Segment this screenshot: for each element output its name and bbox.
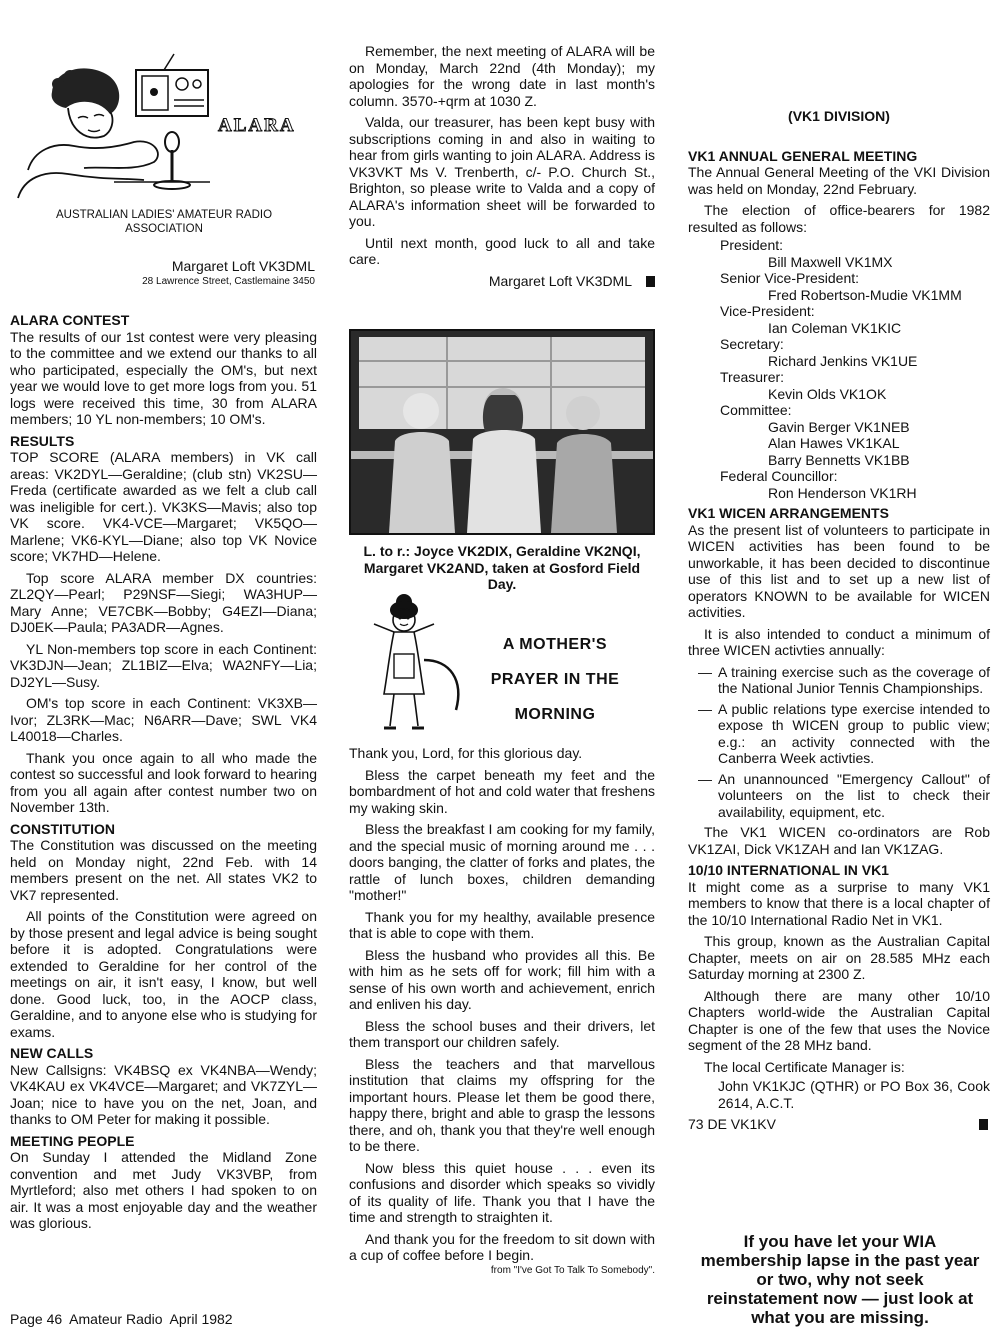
paragraph: Thank you for my healthy, available presence that is able to cope with them. <box>349 908 655 941</box>
officer-name: Fred Robertson-Mudie VK1MM <box>768 286 962 303</box>
paragraph: Now bless this quiet house . . . even its confusions and disorder which speaks so vividly of its quality of life. Thank you that I have the time and strength to straighten it. <box>349 1159 655 1225</box>
paragraph: OM's top score in each Continent: VK3XB—Ivor; ZL3RK—Mac; N6ARR—Dave; SWL VK4 L40018—Charles. <box>10 695 317 744</box>
list-item <box>688 771 990 821</box>
end-square-icon <box>646 276 655 287</box>
paragraph: All points of the Constitution were agreed on by those present and legal advice is being sought before it is adopted. Congratulations were extended to Geraldine for her control of the meetings on air, it isn't easy, I know, but well done. Good luck, too, in the AOCP class, Geraldine, and to anyone else who is studying for exams. <box>10 908 317 1040</box>
section-heading-wicen: VK1 WICEN ARRANGEMENTS <box>688 505 889 521</box>
officer-name: Gavin Berger VK1NEB <box>768 418 910 435</box>
paragraph: Thank you, Lord, for this glorious day. <box>349 745 583 761</box>
officer-role: Treasurer: <box>720 369 785 385</box>
paragraph: As the present list of volunteers to participate in WICEN activities has been found to be unworkable, it has been decided to discontinue use of this list and to set up a new list of operators KNOWN to be available for WICEN activities. <box>688 521 990 620</box>
paragraph: Remember, the next meeting of ALARA will be on Monday, March 22nd (4th Monday); my apologies for the wrong date in last month's column. 3570-+qrm at 1030 Z. <box>349 43 655 109</box>
paragraph: Top score ALARA member DX countries: ZL2QY—Pearl; P29NSF—Siegi; WA3HUP—Mary Anne; VE7CBK—Bobby; G4EZI—Diana; DJ0EK—Paula; PA3ADR—Agnes. <box>10 569 317 635</box>
dash-bullet: — <box>698 770 712 787</box>
signoff-name: Margaret Loft VK3DML <box>488 272 632 289</box>
alara-logo: ALARA <box>218 115 296 136</box>
paragraph: Bless the teachers and that marvellous institution that claims my offspring for the important hours. Please let them be good there, happy there, bright and able to grasp the lessons there, and oh, thank you that they're well enough to be there. <box>349 1055 655 1154</box>
section-heading-new-calls: NEW CALLS <box>10 1045 94 1061</box>
column-3 <box>688 108 990 1133</box>
paragraph: It might come as a surprise to many VK1 members to know that there is a local chapter of the 10/10 International Radio Net in VK1. <box>688 878 990 928</box>
photo-caption: L. to r.: Joyce VK2DIX, Geraldine VK2NQI, Margaret VK2AND, taken at Gosford Field Day. <box>363 543 641 592</box>
paragraph: On Sunday I attended the Midland Zone convention and met Judy VK3VBP, from Myrtleford; also met others I had spoken to on air. It was a most enjoyable day and the weather was glorious. <box>10 1149 317 1231</box>
paragraph: This group, known as the Australian Capital Chapter, meets on air on 28.585 MHz each Saturday morning at 2300 Z. <box>688 933 990 982</box>
section-heading-agm: VK1 ANNUAL GENERAL MEETING <box>688 147 918 164</box>
wicen-activity-list <box>688 664 990 821</box>
prayer-title-line-2: PRAYER IN THE <box>490 671 620 688</box>
column-signoff <box>688 1116 990 1133</box>
division-heading: (VK1 DIVISION) <box>788 108 890 124</box>
officer-role: President: <box>720 237 784 253</box>
officer-role: Senior Vice-President: <box>720 270 860 286</box>
section-heading-alara-contest: ALARA CONTEST <box>10 312 130 328</box>
officer-name: Ian Coleman VK1KIC <box>768 319 902 336</box>
paragraph: The results of our 1st contest were very pleasing to the committee and we extend our thanks to all who participated, especially the OM's, but next year we would love to get more logs from you. 51 logs were received this time, 30 from ALARA members; 10 YL non-members; 10 OM's. <box>10 328 317 427</box>
paragraph: TOP SCORE (ALARA members) in VK call areas: VK2DYL—Geraldine; (club stn) VK2SU—Freda (certificate awarded as we felt a club call was ineligible for cert.). VK3KS—Mavis; also top VK score. VK4-VCE—Margaret; VK5QO—Marlene; VK6-KYL—Diane; also top VK Novice score; VK7HD—Helene. <box>10 449 317 564</box>
signoff-text: 73 DE VK1KV <box>688 1116 776 1132</box>
officer-name: Kevin Olds VK1OK <box>768 385 887 402</box>
paragraph: And thank you for the freedom to sit down with a cup of coffee before I begin. <box>349 1230 655 1263</box>
paragraph: The Constitution was discussed on the meeting held on Monday night, 22nd Feb. with 14 members present on the net. All states VK2 to VK7 represented. <box>10 837 317 903</box>
paragraph: Although there are many other 10/10 Chapters world-wide the Australian Capital Chapter is one of the few that uses the Novice segment of the 28 MHz band. <box>688 987 990 1053</box>
paragraph: The election of office-bearers for 1982 resulted as follows: <box>688 202 990 235</box>
prayer-source: from "I've Got To Talk To Somebody". <box>490 1264 655 1276</box>
officer-role: Vice-President: <box>720 303 815 319</box>
paragraph: Valda, our treasurer, has been kept busy with subscriptions coming in and also in waiting to hear from girls wanting to join ALARA. Address is VK3VKT Ms V. Trenberth, c/- P.O. Church St., Brighton, so please write to Valda and a copy of ALARA's information sheet will be forwarded to you. <box>349 114 655 229</box>
list-item-text: A training exercise such as the coverage of the National Junior Tennis Championships. <box>718 663 990 696</box>
page-footer: Page 46 Amateur Radio April 1982 <box>10 1311 233 1327</box>
paragraph: The local Certificate Manager is: <box>704 1058 905 1075</box>
prayer-title-line-1: A MOTHER'S <box>502 636 608 653</box>
paragraph: New Callsigns: VK4BSQ ex VK4NBA—Wendy; VK4KAU ex VK4VCE—Margaret; and VK7ZYL—Joan; nice to have you on the net, Joan, and thanks to OM Peter for making it possible. <box>10 1061 317 1127</box>
column-1 <box>10 310 317 1237</box>
officer-name: Bill Maxwell VK1MX <box>768 253 893 270</box>
paragraph: John VK1KJC (QTHR) or PO Box 36, Cook 2614, A.C.T. <box>718 1078 990 1111</box>
paragraph: Bless the school buses and their drivers, let them transport our children safely. <box>349 1017 655 1050</box>
column-2-top <box>349 43 655 289</box>
paragraph: It is also intended to conduct a minimum of three WICEN activties annually: <box>688 625 990 658</box>
paragraph: Bless the carpet beneath my feet and the bombardment of hot and cold water that freshens my waking skin. <box>349 766 655 816</box>
wia-promo: If you have let your WIA membership lapse in the past year or two, why not seek reinstatement now — just look at what you are missing. <box>700 1232 980 1327</box>
author-address: 28 Lawrence Street, Castlemaine 3450 <box>142 276 315 287</box>
officer-name: Ron Henderson VK1RH <box>768 484 917 501</box>
paragraph: Until next month, good luck to all and take care. <box>349 234 655 267</box>
list-item <box>688 664 990 697</box>
officer-role: Secretary: <box>720 336 784 352</box>
officer-name: Richard Jenkins VK1UE <box>768 352 918 369</box>
officer-role: Federal Councillor: <box>720 468 838 484</box>
column-signoff <box>349 273 655 290</box>
dash-bullet: — <box>698 700 712 717</box>
officer-list <box>688 237 990 501</box>
list-item <box>688 701 990 767</box>
prayer-title <box>470 627 640 732</box>
officer-name: Barry Bennetts VK1BB <box>768 451 910 468</box>
column-2-prayer <box>349 745 655 1277</box>
section-heading-tenten: 10/10 INTERNATIONAL IN VK1 <box>688 862 889 878</box>
end-square-icon <box>979 1119 988 1130</box>
section-heading-results: RESULTS <box>10 432 75 449</box>
column-author: Margaret Loft VK3DML <box>171 258 315 274</box>
paragraph: Bless the breakfast I am cooking for my family, and the special music of morning around me . . . doors banging, the clatter of forks and plates, the rattle of lunch boxes, children demanding "mother!" <box>349 821 655 903</box>
woman-at-radio-illustration <box>14 50 214 200</box>
paragraph: Thank you once again to all who made the contest so successful and look forward to hearing from you all again after contest number two on November 13th. <box>10 749 317 815</box>
list-item-text: An unannounced "Emergency Callout" of volunteers on the list to check their availability, equipment, etc. <box>718 770 990 820</box>
group-photo <box>349 329 655 535</box>
paragraph: The VK1 WICEN co-ordinators are Rob VK1ZAI, Dick VK1ZAH and Ian VK1ZAG. <box>688 824 990 857</box>
dash-bullet: — <box>698 663 712 680</box>
prayer-title-line-3: MORNING <box>514 706 596 723</box>
paragraph: The Annual General Meeting of the VKI Division was held on Monday, 22nd February. <box>688 164 990 197</box>
section-heading-meeting-people: MEETING PEOPLE <box>10 1132 135 1149</box>
paragraph: YL Non-members top score in each Continent: VK3DJN—Jean; ZL1BIZ—Elva; WA2NFY—Lia; DJ2YL—Susy. <box>10 640 317 690</box>
association-name: AUSTRALIAN LADIES' AMATEUR RADIO ASSOCIATION <box>55 209 273 235</box>
mother-illustration <box>360 590 468 738</box>
list-item-text: A public relations type exercise intended to expose th WICEN group to public view; e.g.: an activity connected with the Canberra Week activties. <box>718 700 990 766</box>
section-heading-constitution: CONSTITUTION <box>10 820 115 837</box>
officer-role: Committee: <box>720 402 792 418</box>
paragraph: Bless the husband who provides all this. Be with him as he sets off for work; fill him with a sense of his own worth and achievement, enrich and enliven his day. <box>349 946 655 1012</box>
officer-name: Alan Hawes VK1KAL <box>768 435 900 451</box>
